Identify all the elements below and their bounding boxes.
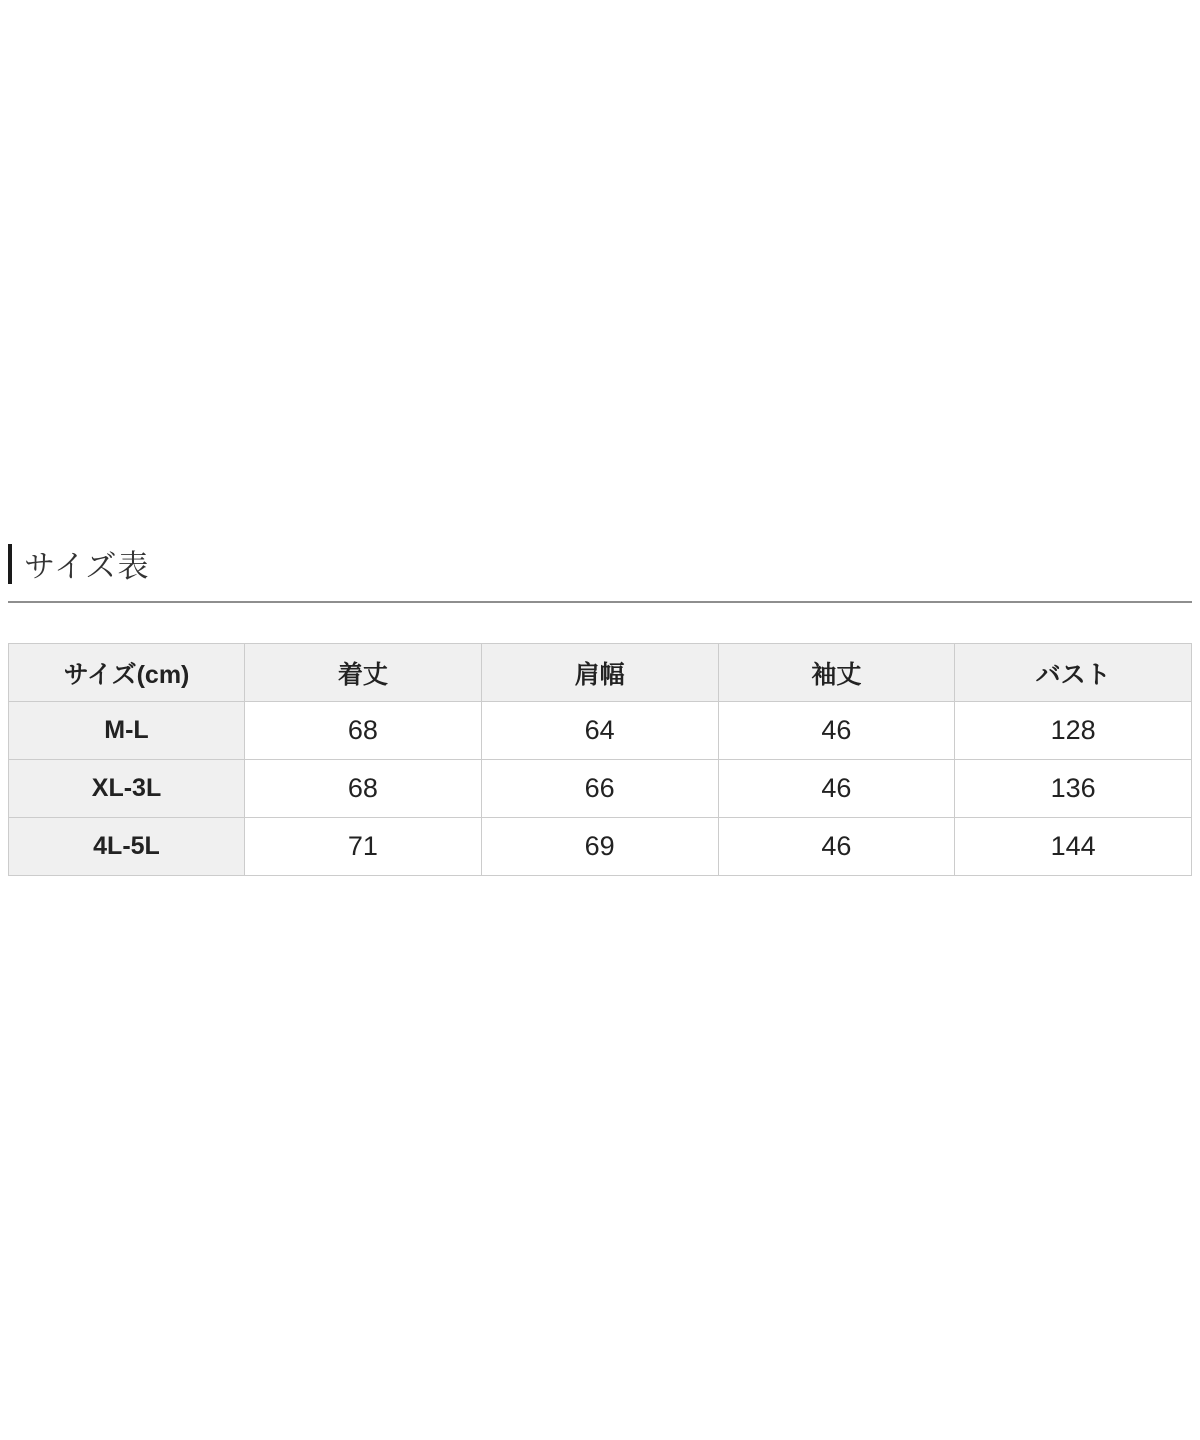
column-header-length: 着丈 — [245, 644, 482, 702]
page-title: サイズ表 — [24, 549, 150, 584]
size-table — [8, 643, 1192, 876]
table-cell-sleeve: 46 — [718, 702, 955, 760]
table-row — [9, 702, 1192, 760]
table-cell-length: 71 — [245, 818, 482, 876]
table-cell-shoulder: 69 — [481, 818, 718, 876]
table-cell-bust: 144 — [955, 818, 1192, 876]
table-cell-length: 68 — [245, 702, 482, 760]
row-label-size: XL-3L — [9, 760, 245, 818]
column-header-size: サイズ(cm) — [9, 644, 245, 702]
table-cell-sleeve: 46 — [718, 760, 955, 818]
table-cell-shoulder: 64 — [481, 702, 718, 760]
title-accent-bar — [8, 544, 12, 584]
column-header-sleeve: 袖丈 — [718, 644, 955, 702]
section-header — [8, 541, 1192, 586]
table-row — [9, 760, 1192, 818]
table-cell-length: 68 — [245, 760, 482, 818]
row-label-size: 4L-5L — [9, 818, 245, 876]
table-cell-sleeve: 46 — [718, 818, 955, 876]
table-header-row — [9, 644, 1192, 702]
title-divider — [8, 601, 1192, 603]
table-row — [9, 818, 1192, 876]
table-cell-shoulder: 66 — [481, 760, 718, 818]
table-cell-bust: 128 — [955, 702, 1192, 760]
column-header-bust: バスト — [955, 644, 1192, 702]
table-cell-bust: 136 — [955, 760, 1192, 818]
column-header-shoulder: 肩幅 — [481, 644, 718, 702]
row-label-size: M-L — [9, 702, 245, 760]
